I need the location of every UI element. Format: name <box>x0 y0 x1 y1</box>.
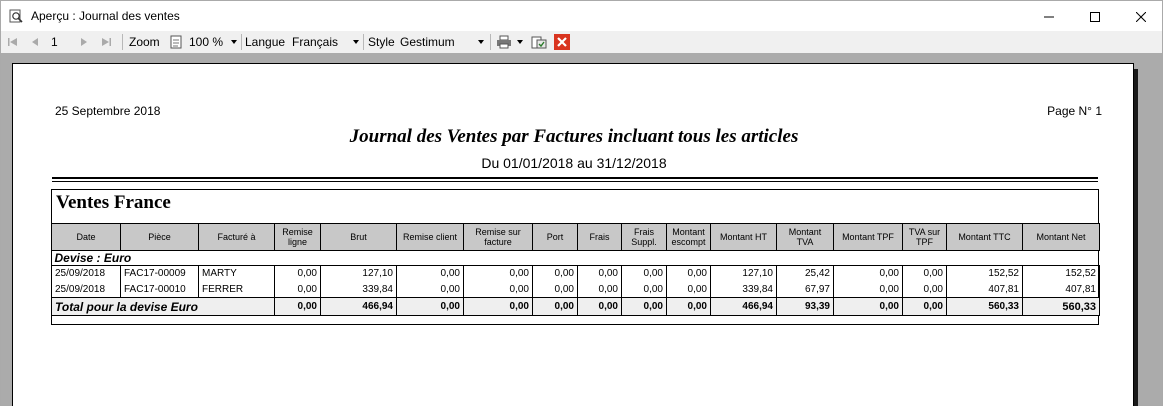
table-cell: FERRER <box>199 282 275 298</box>
total-cell: 0,00 <box>464 298 533 316</box>
maximize-button[interactable] <box>1072 1 1118 32</box>
table-header-row <box>52 224 1100 251</box>
table-cell: 0,00 <box>464 282 533 298</box>
report-subtitle: Du 01/01/2018 au 31/12/2018 <box>481 155 667 171</box>
total-label: Total pour la devise Euro <box>52 298 275 316</box>
column-header: Frais <box>578 224 622 251</box>
langue-label: Langue <box>245 35 286 49</box>
table-cell: 127,10 <box>711 266 777 282</box>
page-number-label: Page N° 1 <box>1047 104 1102 118</box>
column-header: Remise sur facture <box>464 224 533 251</box>
table-cell: 0,00 <box>533 266 578 282</box>
total-cell: 0,00 <box>834 298 903 316</box>
table-cell: 0,00 <box>578 266 622 282</box>
window-title: Aperçu : Journal des ventes <box>31 9 180 23</box>
report-title: Journal des Ventes par Factures incluant tous les articles <box>349 126 799 147</box>
table-cell: 0,00 <box>834 266 903 282</box>
table-cell: 0,00 <box>834 282 903 298</box>
column-header: Montant TVA <box>777 224 834 251</box>
sales-journal-table <box>51 223 1100 316</box>
table-row <box>52 282 1100 298</box>
currency-label: Devise : Euro <box>52 251 1100 266</box>
divider <box>52 177 1098 179</box>
table-cell: 152,52 <box>1023 266 1100 282</box>
last-page-icon[interactable] <box>99 35 113 49</box>
table-row <box>52 266 1100 282</box>
table-cell: 0,00 <box>275 266 321 282</box>
title-bar <box>0 0 1163 31</box>
section-title: Ventes France <box>56 192 171 213</box>
export-document-icon[interactable] <box>531 35 547 49</box>
page-number-field[interactable]: 1 <box>51 35 58 49</box>
total-cell: 0,00 <box>533 298 578 316</box>
langue-select[interactable]: Français <box>292 35 339 49</box>
table-cell: 152,52 <box>947 266 1023 282</box>
sales-section <box>51 189 1099 325</box>
table-cell: 127,10 <box>321 266 397 282</box>
total-row <box>52 298 1100 316</box>
table-cell: 0,00 <box>464 266 533 282</box>
table-cell: 0,00 <box>622 266 667 282</box>
column-header: Montant TPF <box>834 224 903 251</box>
close-preview-icon[interactable] <box>554 34 570 50</box>
table-cell: 0,00 <box>622 282 667 298</box>
zoom-label: Zoom <box>129 35 160 49</box>
table-cell: 339,84 <box>711 282 777 298</box>
table-cell: 339,84 <box>321 282 397 298</box>
table-cell: 0,00 <box>903 282 947 298</box>
style-select[interactable]: Gestimum <box>400 35 455 49</box>
column-header: Remise ligne <box>275 224 321 251</box>
zoom-chevron-down-icon[interactable] <box>231 40 237 44</box>
previous-page-icon[interactable] <box>28 35 42 49</box>
preview-magnifier-icon <box>9 9 23 23</box>
table-cell: 0,00 <box>903 266 947 282</box>
table-cell: 67,97 <box>777 282 834 298</box>
close-window-button[interactable] <box>1118 1 1163 32</box>
first-page-icon[interactable] <box>6 35 20 49</box>
next-page-icon[interactable] <box>77 35 91 49</box>
total-cell: 560,33 <box>947 298 1023 316</box>
close-icon <box>1136 12 1146 22</box>
table-cell: 407,81 <box>947 282 1023 298</box>
column-header: Brut <box>321 224 397 251</box>
column-header: TVA sur TPF <box>903 224 947 251</box>
table-cell: FAC17-00010 <box>121 282 199 298</box>
total-cell: 0,00 <box>622 298 667 316</box>
total-cell: 466,94 <box>711 298 777 316</box>
divider <box>52 181 1098 182</box>
table-cell: 407,81 <box>1023 282 1100 298</box>
column-header: Montant Net <box>1023 224 1100 251</box>
style-label: Style <box>368 35 395 49</box>
total-cell: 560,33 <box>1023 298 1100 316</box>
column-header: Montant HT <box>711 224 777 251</box>
table-cell: 0,00 <box>667 282 711 298</box>
column-header: Date <box>52 224 121 251</box>
total-cell: 0,00 <box>667 298 711 316</box>
total-cell: 0,00 <box>275 298 321 316</box>
preview-toolbar <box>0 31 1163 53</box>
table-cell: 0,00 <box>275 282 321 298</box>
table-cell: 0,00 <box>397 282 464 298</box>
total-cell: 466,94 <box>321 298 397 316</box>
total-cell: 93,39 <box>777 298 834 316</box>
column-header: Montant TTC <box>947 224 1023 251</box>
style-chevron-down-icon[interactable] <box>478 40 484 44</box>
table-cell: 0,00 <box>533 282 578 298</box>
column-header: Montant escompt <box>667 224 711 251</box>
column-header: Remise client <box>397 224 464 251</box>
table-cell: 25/09/2018 <box>52 266 121 282</box>
table-cell: 0,00 <box>397 266 464 282</box>
table-cell: 25/09/2018 <box>52 282 121 298</box>
report-viewer <box>0 53 1163 406</box>
total-cell: 0,00 <box>397 298 464 316</box>
table-cell: MARTY <box>199 266 275 282</box>
total-cell: 0,00 <box>903 298 947 316</box>
column-header: Frais Suppl. <box>622 224 667 251</box>
maximize-icon <box>1090 12 1100 22</box>
column-header: Facturé à <box>199 224 275 251</box>
total-cell: 0,00 <box>578 298 622 316</box>
column-header: Pièce <box>121 224 199 251</box>
table-cell: FAC17-00009 <box>121 266 199 282</box>
table-cell: 25,42 <box>777 266 834 282</box>
report-page <box>12 63 1134 406</box>
zoom-select[interactable]: 100 % <box>189 35 224 49</box>
table-cell: 0,00 <box>578 282 622 298</box>
printer-icon[interactable] <box>496 35 512 49</box>
minimize-button[interactable] <box>1026 1 1072 32</box>
langue-chevron-down-icon[interactable] <box>353 40 359 44</box>
table-cell: 0,00 <box>667 266 711 282</box>
report-date: 25 Septembre 2018 <box>55 104 161 118</box>
currency-group-row <box>52 251 1100 266</box>
minimize-icon <box>1044 12 1054 22</box>
page-zoom-icon <box>169 35 183 49</box>
print-chevron-down-icon[interactable] <box>517 40 523 44</box>
column-header: Port <box>533 224 578 251</box>
